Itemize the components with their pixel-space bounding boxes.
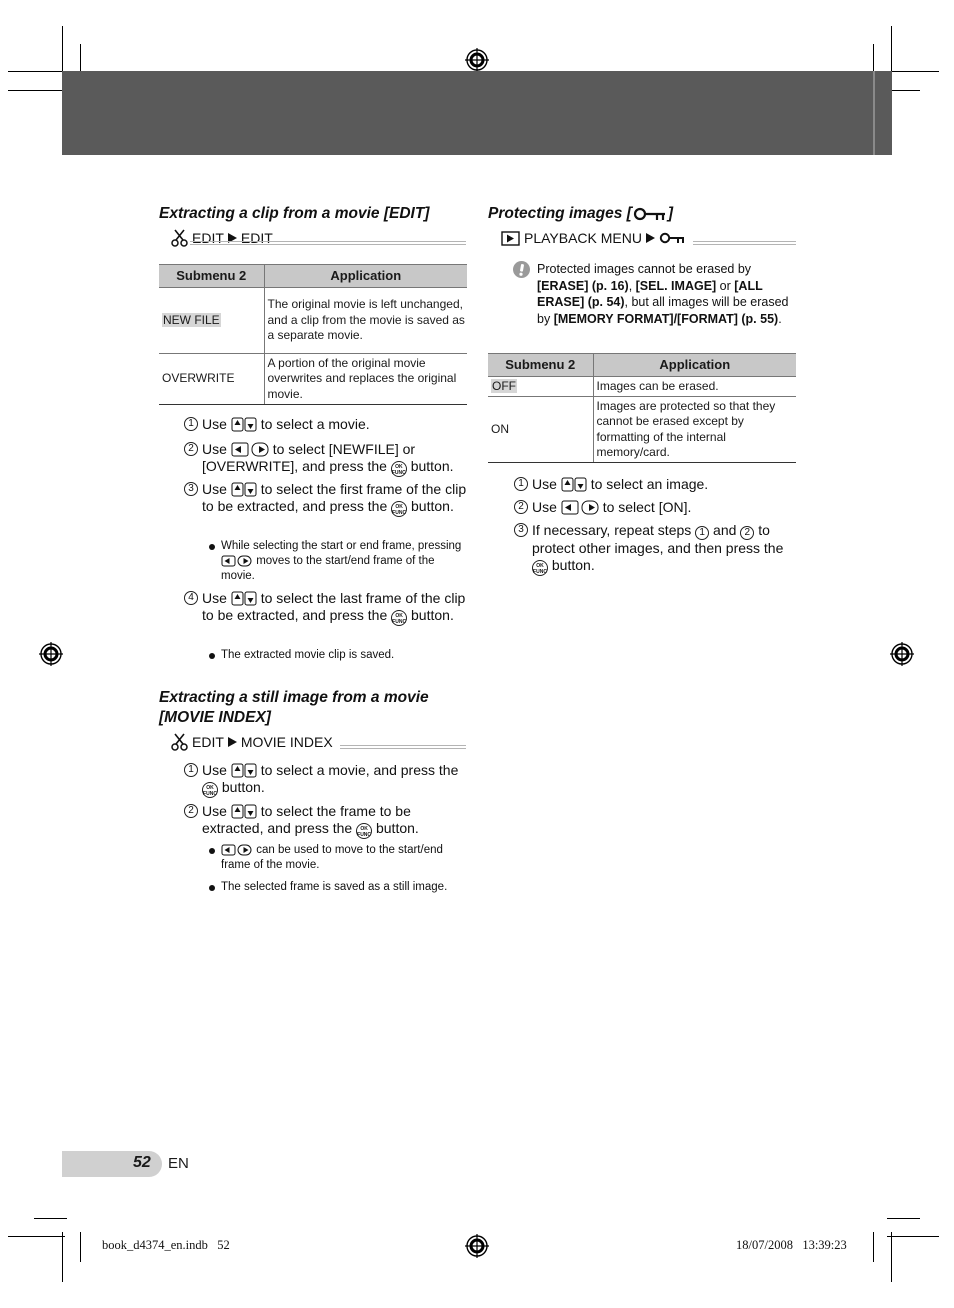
step-text: button. xyxy=(375,820,419,836)
submenu-cell: OVERWRITE xyxy=(159,354,264,405)
caution-note xyxy=(537,261,797,327)
left-right-arrows-icon xyxy=(561,500,599,515)
crop-mark xyxy=(887,71,939,72)
submenu-cell: ON xyxy=(488,397,593,463)
step xyxy=(184,416,469,433)
up-down-arrows-icon xyxy=(231,591,257,606)
crop-mark xyxy=(8,71,65,72)
table-row xyxy=(159,288,467,354)
step-number: 3 xyxy=(514,523,528,537)
bullet-note xyxy=(209,539,464,584)
step-number: 1 xyxy=(184,763,198,777)
breadcrumb-rule xyxy=(693,241,796,245)
step-text: to select the frame to be extracted, and press the xyxy=(202,803,411,836)
step xyxy=(514,522,799,576)
step-text: to select an image. xyxy=(590,476,709,492)
note-text: Protected images cannot be erased by xyxy=(537,262,752,276)
application-cell: Images can be erased. xyxy=(593,377,796,397)
breadcrumb xyxy=(171,733,333,751)
step-number: 2 xyxy=(184,804,198,818)
caution-icon xyxy=(512,260,531,279)
step-number: 4 xyxy=(184,591,198,605)
step-text: Use xyxy=(202,441,227,457)
up-down-arrows-icon xyxy=(231,482,257,497)
bullet-note xyxy=(209,880,464,895)
application-cell: Images are protected so that they cannot be erased except by formatting of the internal memory/card. xyxy=(593,397,796,463)
step-number: 1 xyxy=(184,417,198,431)
registration-mark-icon xyxy=(39,642,63,666)
breadcrumb-edit-sub: EDIT xyxy=(240,230,273,246)
breadcrumb-rule xyxy=(190,241,466,245)
table-row xyxy=(159,354,467,405)
up-down-arrows-icon xyxy=(561,477,587,492)
note-text: , but all images will be erased by xyxy=(537,295,789,326)
key-icon xyxy=(659,232,685,244)
left-right-arrows-icon xyxy=(221,555,253,567)
key-icon xyxy=(633,207,667,221)
bullet-text: moves to the start/end frame of the movie. xyxy=(221,555,435,582)
footer-file: book_d4374_en.indb 52 xyxy=(102,1238,230,1252)
step-text: to select [NEWFILE] or [OVERWRITE], and press the xyxy=(202,441,416,474)
section-title-edit: Extracting a clip from a movie [EDIT] xyxy=(159,205,430,222)
crop-mark xyxy=(62,1232,63,1282)
step-text: Use xyxy=(202,481,227,497)
step-text: to xyxy=(758,522,770,538)
step-text: Use xyxy=(202,803,227,819)
table-header: Submenu 2 xyxy=(159,265,264,288)
note-ref: [ERASE] (p. 16) xyxy=(537,278,629,293)
step xyxy=(184,590,469,626)
ok-func-button-icon: OK FUNC xyxy=(356,823,372,839)
note-text: , xyxy=(628,278,636,293)
crop-mark xyxy=(80,1232,81,1262)
step-text: Use xyxy=(532,499,557,515)
table-header: Application xyxy=(264,265,467,288)
table-header: Submenu 2 xyxy=(488,354,593,377)
ok-func-button-icon: OK FUNC xyxy=(391,461,407,477)
section-title-text: Protecting images [ xyxy=(488,205,632,222)
scissors-icon xyxy=(171,733,188,751)
step-text: If necessary, repeat steps xyxy=(532,522,692,538)
application-cell: The original movie is left unchanged, and a clip from the movie is saved as a separate movie. xyxy=(264,288,467,354)
bullet-note xyxy=(209,843,464,873)
step-text: to select a movie, and press the xyxy=(260,762,459,778)
ok-func-button-icon: OK FUNC xyxy=(532,560,548,576)
step-text: to select [ON]. xyxy=(602,499,692,515)
step-number: 1 xyxy=(514,477,528,491)
breadcrumb-playback-menu: PLAYBACK MENU xyxy=(524,230,642,246)
application-cell: A portion of the original movie overwrites and replaces the original movie. xyxy=(264,354,467,405)
breadcrumb-edit: EDIT xyxy=(192,230,224,246)
crop-mark xyxy=(873,1232,874,1262)
step-text: button. xyxy=(411,607,454,623)
step-text: Use xyxy=(202,590,227,606)
section-title-movie-index xyxy=(159,688,469,728)
note-ref: [ALL ERASE] (p. 54) xyxy=(537,278,763,309)
step xyxy=(514,499,799,516)
note-text: or xyxy=(716,278,735,293)
registration-mark-icon xyxy=(465,48,489,72)
ok-func-button-icon: OK FUNC xyxy=(391,501,407,517)
playback-icon xyxy=(501,231,520,246)
step-text: to select the first frame of the clip to be extracted, and press the xyxy=(202,481,467,514)
crop-mark xyxy=(34,1218,67,1219)
scissors-icon xyxy=(171,229,188,247)
step xyxy=(514,476,799,493)
section-title-protect xyxy=(488,204,673,224)
step xyxy=(184,441,469,477)
submenu-table-protect xyxy=(488,353,796,463)
step-text: Use xyxy=(202,416,227,432)
note-ref: [SEL. IMAGE] xyxy=(635,278,717,293)
left-right-arrows-icon xyxy=(231,442,269,457)
submenu-table-edit xyxy=(159,264,467,405)
up-down-arrows-icon xyxy=(231,804,257,819)
breadcrumb-movie-index: MOVIE INDEX xyxy=(240,734,333,750)
ok-func-button-icon: OK FUNC xyxy=(391,610,407,626)
step xyxy=(184,803,469,839)
table-header: Application xyxy=(593,354,796,377)
left-right-arrows-icon xyxy=(221,844,253,856)
crop-mark xyxy=(62,26,63,76)
breadcrumb-rule xyxy=(340,745,466,749)
crop-mark xyxy=(887,1218,920,1219)
note-ref: [MEMORY FORMAT]/[FORMAT] (p. 55) xyxy=(553,311,779,326)
step-text: button. xyxy=(410,458,454,474)
page-language: EN xyxy=(168,1155,189,1172)
crop-mark xyxy=(887,1236,939,1237)
header-band xyxy=(62,71,892,155)
step xyxy=(184,481,469,517)
up-down-arrows-icon xyxy=(231,763,257,778)
crop-mark xyxy=(891,1232,892,1282)
arrow-right-icon xyxy=(646,233,655,243)
step-ref-number: 1 xyxy=(695,526,709,540)
step-text: protect other images, and then press the xyxy=(532,540,784,556)
crop-mark xyxy=(8,90,65,91)
step-text: and xyxy=(713,522,737,538)
footer-timestamp: 18/07/2008 13:39:23 xyxy=(736,1238,847,1252)
note-text: . xyxy=(778,311,782,326)
step-text: Use xyxy=(532,476,557,492)
section-title-line: [MOVIE INDEX] xyxy=(159,709,271,726)
table-row xyxy=(488,377,796,397)
ok-func-button-icon: OK FUNC xyxy=(202,782,218,798)
bullet-text: can be used to move to the start/end frame of the movie. xyxy=(221,844,443,871)
bullet-text: The extracted movie clip is saved. xyxy=(221,649,395,661)
bullet-text: While selecting the start or end frame, pressing xyxy=(221,540,462,552)
section-title-line: Extracting a still image from a movie xyxy=(159,689,429,706)
table-row xyxy=(488,397,796,463)
step-text: button. xyxy=(551,557,595,573)
step-text: button. xyxy=(411,498,454,514)
breadcrumb-edit: EDIT xyxy=(192,734,224,750)
step xyxy=(184,762,469,798)
step-number: 3 xyxy=(184,482,198,496)
step-text: to select a movie. xyxy=(260,416,370,432)
submenu-cell: NEW FILE xyxy=(163,312,220,327)
registration-mark-icon xyxy=(890,642,914,666)
step-text: button. xyxy=(221,779,265,795)
step-text: Use xyxy=(202,762,227,778)
step-number: 2 xyxy=(184,442,198,456)
submenu-cell: OFF xyxy=(492,378,516,393)
crop-mark xyxy=(891,26,892,76)
bullet-text: The selected frame is saved as a still image. xyxy=(221,881,448,893)
page-number: 52 xyxy=(133,1154,151,1171)
step-ref-number: 2 xyxy=(740,526,754,540)
crop-mark xyxy=(8,1236,65,1237)
breadcrumb xyxy=(501,229,685,247)
arrow-right-icon xyxy=(228,737,237,747)
up-down-arrows-icon xyxy=(231,417,257,432)
section-title-text: ] xyxy=(667,205,674,222)
bullet-note xyxy=(209,648,464,663)
step-text: to select the last frame of the clip to be extracted, and press the xyxy=(202,590,466,623)
registration-mark-icon xyxy=(465,1234,489,1258)
step-number: 2 xyxy=(514,500,528,514)
